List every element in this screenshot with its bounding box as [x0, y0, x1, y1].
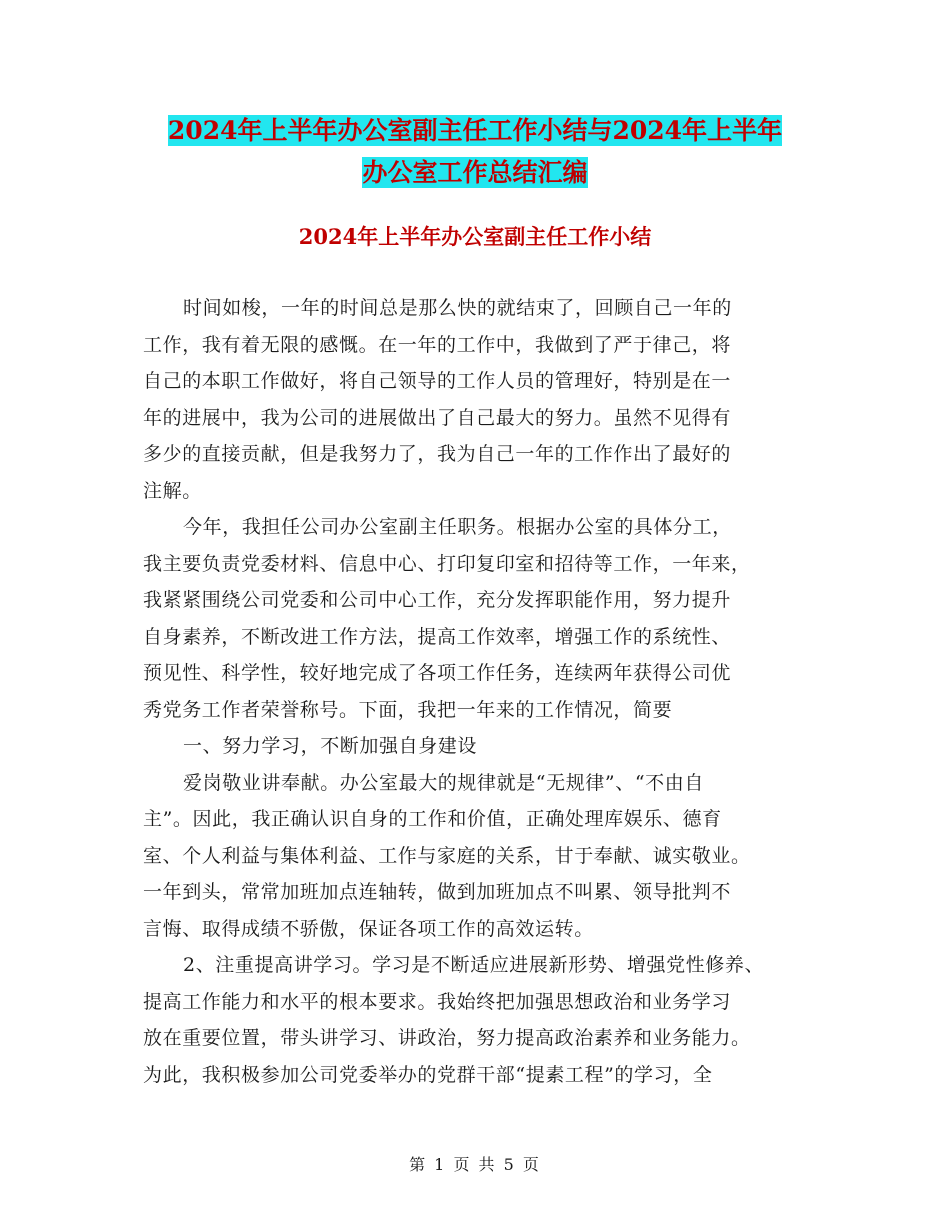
paragraph-line: 我主要负责党委材料、信息中心、打印复印室和招待等工作，一年来， — [143, 552, 751, 575]
section-title: 2024年上半年办公室副主任工作小结 — [298, 224, 652, 249]
paragraph-line: 主”。因此，我正确认识自身的工作和价值，正确处理库娱乐、德育 — [143, 808, 722, 830]
main-title-line-2 — [0, 156, 950, 190]
paragraph-line: 爱岗敬业讲奉献。办公室最大的规律就是“无规律”、“不由自 — [183, 771, 704, 794]
page-footer: 第 1 页 共 5 页 — [409, 1155, 541, 1174]
paragraph-line: 多少的直接贡献，但是我努力了，我为自己一年的工作作出了最好的 — [143, 443, 732, 465]
paragraph-line: 室、个人利益与集体利益、工作与家庭的关系，甘于奉献、诚实敬业。 — [143, 844, 751, 867]
paragraph-line: 注解。 — [143, 479, 202, 502]
paragraph-line: 我紧紧围绕公司党委和公司中心工作，充分发挥职能作用，努力提升 — [143, 589, 732, 611]
paragraph-line: 秀党务工作者荣誉称号。下面，我把一年来的工作情况，简要 — [143, 698, 673, 721]
paragraph-line: 提高工作能力和水平的根本要求。我始终把加强思想政治和业务学习 — [143, 990, 732, 1013]
paragraph-line: 时间如梭，一年的时间总是那么快的就结束了，回顾自己一年的 — [183, 297, 732, 319]
paragraph-line: 2、注重提高讲学习。学习是不断适应进展新形势、增强党性修养、 — [183, 954, 765, 976]
paragraph-line: 预见性、科学性，较好地完成了各项工作任务，连续两年获得公司优 — [143, 662, 732, 684]
section-heading-line: 一、努力学习，不断加强自身建设 — [183, 735, 478, 757]
body-text — [143, 290, 833, 1093]
paragraph-line: 工作，我有着无限的感慨。在一年的工作中，我做到了严于律己，将 — [143, 333, 732, 356]
paragraph-line: 一年到头，常常加班加点连轴转，做到加班加点不叫累、领导批判不 — [143, 881, 732, 903]
main-title-line-1 — [0, 114, 950, 148]
paragraph-line: 年的进展中，我为公司的进展做出了自己最大的努力。虽然不见得有 — [143, 406, 732, 429]
paragraph-line: 自身素养，不断改进工作方法，提高工作效率，增强工作的系统性、 — [143, 625, 732, 648]
paragraph-line: 为此，我积极参加公司党委举办的党群干部“提素工程”的学习，全 — [143, 1063, 713, 1086]
main-title-highlight-1: 2024年上半年办公室副主任工作小结与2024年上半年 — [167, 116, 783, 145]
main-title-highlight-2: 办公室工作总结汇编 — [362, 158, 588, 187]
paragraph-line: 放在重要位置，带头讲学习、讲政治，努力提高政治素养和业务能力。 — [143, 1027, 751, 1049]
paragraph-line: 言悔、取得成绩不骄傲，保证各项工作的高效运转。 — [143, 917, 594, 940]
paragraph-line: 自己的本职工作做好，将自己领导的工作人员的管理好，特别是在一 — [143, 370, 732, 392]
paragraph-line: 今年，我担任公司办公室副主任职务。根据办公室的具体分工， — [183, 516, 732, 538]
